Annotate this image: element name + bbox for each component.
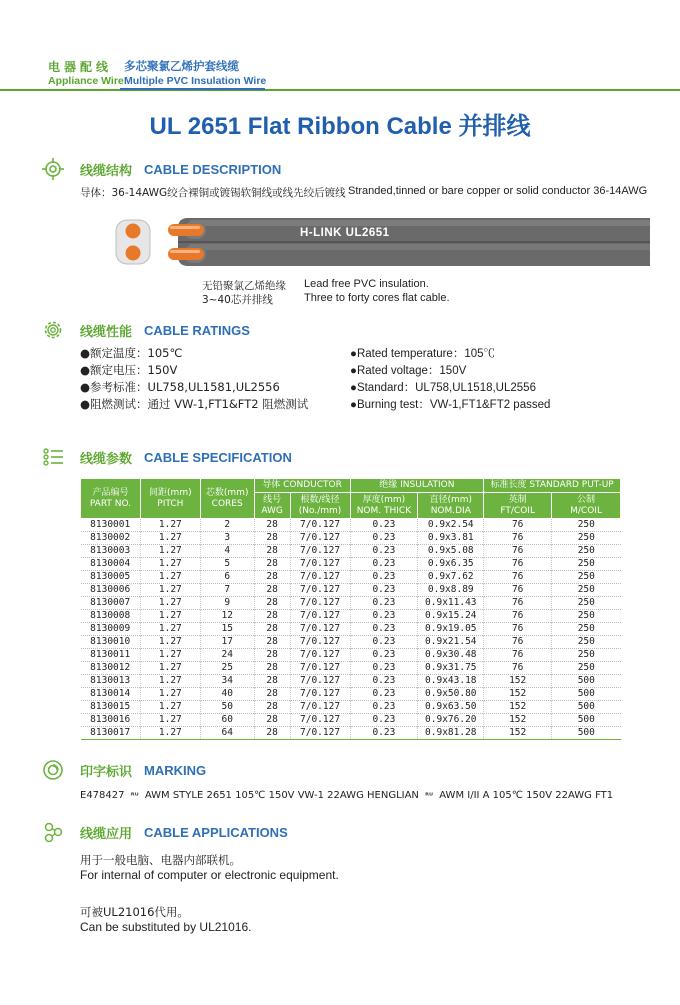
cell-ft-coil: 76 bbox=[484, 610, 552, 623]
cell-dia: 0.9x15.24 bbox=[418, 610, 484, 623]
cell-awg: 28 bbox=[254, 519, 290, 532]
cell-ft-coil: 76 bbox=[484, 623, 552, 636]
header-ft: 英制 FT/COIL bbox=[484, 493, 552, 519]
table-row bbox=[81, 571, 621, 584]
table-row bbox=[81, 688, 621, 701]
cell-thick: 0.23 bbox=[350, 558, 418, 571]
cell-pitch: 1.27 bbox=[140, 688, 200, 701]
cell-strand: 7/0.127 bbox=[290, 610, 350, 623]
cell-strand: 7/0.127 bbox=[290, 727, 350, 740]
cell-ft-coil: 76 bbox=[484, 532, 552, 545]
cell-part-no: 8130008 bbox=[90, 610, 131, 621]
header-insulation: 绝缘 INSULATION bbox=[350, 479, 484, 493]
cell-part-no: 8130002 bbox=[90, 532, 131, 543]
cell-cores: 60 bbox=[200, 714, 254, 727]
cell-part-no: 8130005 bbox=[90, 571, 131, 582]
header-strand: 根数/线径 (No./mm) bbox=[290, 493, 350, 519]
cell-ft-coil: 152 bbox=[484, 675, 552, 688]
cell-m-coil: 500 bbox=[552, 701, 621, 714]
cell-thick: 0.23 bbox=[350, 584, 418, 597]
table-row bbox=[81, 662, 621, 675]
cell-thick: 0.23 bbox=[350, 727, 418, 740]
cell-strand: 7/0.127 bbox=[290, 519, 350, 532]
cell-thick: 0.23 bbox=[350, 532, 418, 545]
cell-dia: 0.9x3.81 bbox=[418, 532, 484, 545]
header-putup: 标准长度 STANDARD PUT-UP bbox=[484, 479, 621, 493]
cell-cores: 15 bbox=[200, 623, 254, 636]
cell-awg: 28 bbox=[254, 714, 290, 727]
cell-thick: 0.23 bbox=[350, 714, 418, 727]
cell-m-coil: 250 bbox=[552, 636, 621, 649]
header-category-cn: 电器配线 bbox=[48, 60, 113, 74]
cell-m-coil: 250 bbox=[552, 545, 621, 558]
rating-temp-en: ●Rated temperature：105℃ bbox=[350, 348, 496, 360]
marking-text bbox=[80, 790, 613, 801]
cell-dia: 0.9x30.48 bbox=[418, 649, 484, 662]
application-cn: 用于一般电脑、电器内部联机。 bbox=[80, 853, 241, 867]
cell-awg: 28 bbox=[254, 636, 290, 649]
section-title-en: CABLE SPECIFICATION bbox=[144, 449, 292, 465]
cell-thick: 0.23 bbox=[350, 701, 418, 714]
cell-m-coil: 500 bbox=[552, 714, 621, 727]
header-dia: 直径(mm) NOM.DIA bbox=[418, 493, 484, 519]
cell-strand: 7/0.127 bbox=[290, 584, 350, 597]
section-title-cn: 印字标识 bbox=[80, 764, 133, 780]
cell-strand: 7/0.127 bbox=[290, 597, 350, 610]
header-product-cn: 多芯聚氯乙烯护套线缆 bbox=[124, 59, 239, 73]
section-applications bbox=[42, 820, 288, 844]
cell-part-no: 8130007 bbox=[90, 597, 131, 608]
cell-dia: 0.9x8.89 bbox=[418, 584, 484, 597]
cell-strand: 7/0.127 bbox=[290, 701, 350, 714]
section-title-en: CABLE APPLICATIONS bbox=[144, 824, 288, 840]
header-divider bbox=[0, 89, 680, 91]
table-row bbox=[81, 727, 621, 740]
cell-dia: 0.9x6.35 bbox=[418, 558, 484, 571]
cell-strand: 7/0.127 bbox=[290, 636, 350, 649]
section-ratings bbox=[42, 318, 250, 342]
section-title-cn: 线缆性能 bbox=[80, 324, 133, 340]
table-row bbox=[81, 584, 621, 597]
cell-m-coil: 250 bbox=[552, 558, 621, 571]
cell-cores: 50 bbox=[200, 701, 254, 714]
cell-thick: 0.23 bbox=[350, 545, 418, 558]
ul-recognized-icon: ᴿᵁ bbox=[425, 791, 434, 800]
cell-pitch: 1.27 bbox=[140, 675, 200, 688]
cell-pitch: 1.27 bbox=[140, 714, 200, 727]
cell-dia: 0.9x43.18 bbox=[418, 675, 484, 688]
insulation-cn: 无铅聚氯乙烯绝缘 bbox=[202, 280, 286, 292]
cell-strand: 7/0.127 bbox=[290, 662, 350, 675]
conductor-en: Stranded,tinned or bare copper or solid conductor 36-14AWG bbox=[348, 185, 648, 197]
header-pitch: 间距(mm) PITCH bbox=[140, 479, 200, 519]
cell-pitch: 1.27 bbox=[140, 649, 200, 662]
cell-thick: 0.23 bbox=[350, 623, 418, 636]
cell-m-coil: 250 bbox=[552, 662, 621, 675]
cell-strand: 7/0.127 bbox=[290, 571, 350, 584]
cell-awg: 28 bbox=[254, 688, 290, 701]
application-en: For internal of computer or electronic equipment. bbox=[80, 868, 339, 882]
ul-recognized-icon: ᴿᵁ bbox=[130, 791, 139, 800]
cell-cores: 40 bbox=[200, 688, 254, 701]
section-specification bbox=[42, 445, 292, 469]
gear-icon bbox=[42, 319, 64, 341]
cell-awg: 28 bbox=[254, 662, 290, 675]
header-product-en: Multiple PVC Insulation Wire bbox=[124, 75, 267, 87]
section-title-cn: 线缆应用 bbox=[80, 826, 133, 842]
cell-awg: 28 bbox=[254, 597, 290, 610]
cell-thick: 0.23 bbox=[350, 610, 418, 623]
cell-ft-coil: 76 bbox=[484, 662, 552, 675]
cell-m-coil: 500 bbox=[552, 675, 621, 688]
cell-strand: 7/0.127 bbox=[290, 623, 350, 636]
table-header-row bbox=[81, 479, 621, 493]
cell-dia: 0.9x2.54 bbox=[418, 519, 484, 532]
marking-awm-style: AWM STYLE 2651 105℃ 150V VW-1 22AWG HENGLIAN bbox=[144, 790, 419, 801]
cell-cores: 7 bbox=[200, 584, 254, 597]
cell-cores: 34 bbox=[200, 675, 254, 688]
cell-dia: 0.9x21.54 bbox=[418, 636, 484, 649]
cell-cores: 17 bbox=[200, 636, 254, 649]
table-row bbox=[81, 701, 621, 714]
cell-pitch: 1.27 bbox=[140, 532, 200, 545]
cell-cores: 2 bbox=[200, 519, 254, 532]
cell-ft-coil: 152 bbox=[484, 688, 552, 701]
table-row bbox=[81, 545, 621, 558]
cell-m-coil: 500 bbox=[552, 688, 621, 701]
cell-pitch: 1.27 bbox=[140, 545, 200, 558]
cell-ft-coil: 76 bbox=[484, 571, 552, 584]
header-conductor: 导体 CONDUCTOR bbox=[254, 479, 350, 493]
spec-table-body bbox=[81, 519, 621, 740]
cell-dia: 0.9x11.43 bbox=[418, 597, 484, 610]
cell-pitch: 1.27 bbox=[140, 623, 200, 636]
cell-m-coil: 250 bbox=[552, 532, 621, 545]
section-title-en: CABLE RATINGS bbox=[144, 322, 250, 338]
header-awg: 线号 AWG bbox=[254, 493, 290, 519]
cell-m-coil: 250 bbox=[552, 597, 621, 610]
cell-pitch: 1.27 bbox=[140, 584, 200, 597]
rating-burning-cn: ●阻燃测试：通过 VW-1,FT1&FT2 阻燃测试 bbox=[80, 397, 309, 411]
cell-dia: 0.9x81.28 bbox=[418, 727, 484, 740]
cell-thick: 0.23 bbox=[350, 519, 418, 532]
cell-ft-coil: 152 bbox=[484, 701, 552, 714]
cell-m-coil: 500 bbox=[552, 727, 621, 740]
cell-part-no: 8130011 bbox=[90, 649, 131, 660]
cell-pitch: 1.27 bbox=[140, 597, 200, 610]
cell-part-no: 8130009 bbox=[90, 623, 131, 634]
conductor-cn: 导体：36-14AWG绞合裸铜或镀锡软铜线或线先绞后镀线 bbox=[80, 187, 346, 199]
section-title-en: CABLE DESCRIPTION bbox=[144, 161, 282, 177]
cell-cores: 64 bbox=[200, 727, 254, 740]
cell-dia: 0.9x50.80 bbox=[418, 688, 484, 701]
cell-pitch: 1.27 bbox=[140, 519, 200, 532]
cell-part-no: 8130001 bbox=[90, 519, 131, 530]
substitute-en: Can be substituted by UL21016. bbox=[80, 920, 252, 934]
spec-table bbox=[80, 478, 621, 740]
cell-awg: 28 bbox=[254, 675, 290, 688]
marking-awm-class: AWM I/II A 105℃ 150V 22AWG FT1 bbox=[439, 790, 614, 801]
rating-standard-en: ●Standard：UL758,UL1518,UL2556 bbox=[350, 382, 536, 394]
cell-m-coil: 250 bbox=[552, 584, 621, 597]
page-title: UL 2651 Flat Ribbon Cable 并排线 bbox=[149, 113, 531, 140]
substitute-cn: 可被UL21016代用。 bbox=[80, 905, 189, 919]
cell-part-no: 8130006 bbox=[90, 584, 131, 595]
cell-pitch: 1.27 bbox=[140, 636, 200, 649]
table-row bbox=[81, 649, 621, 662]
cell-strand: 7/0.127 bbox=[290, 532, 350, 545]
rating-burning-en: ●Burning test：VW-1,FT1&FT2 passed bbox=[350, 399, 551, 411]
cores-cn: 3~40芯并排线 bbox=[202, 294, 273, 306]
cell-awg: 28 bbox=[254, 623, 290, 636]
cell-awg: 28 bbox=[254, 610, 290, 623]
table-row bbox=[81, 532, 621, 545]
cell-cores: 3 bbox=[200, 532, 254, 545]
cell-ft-coil: 76 bbox=[484, 649, 552, 662]
header-cores: 芯数(mm) CORES bbox=[200, 479, 254, 519]
cell-strand: 7/0.127 bbox=[290, 558, 350, 571]
cell-pitch: 1.27 bbox=[140, 558, 200, 571]
cell-pitch: 1.27 bbox=[140, 662, 200, 675]
cell-m-coil: 250 bbox=[552, 623, 621, 636]
cell-part-no: 8130003 bbox=[90, 545, 131, 556]
cell-m-coil: 250 bbox=[552, 610, 621, 623]
list-icon bbox=[42, 446, 64, 468]
cell-strand: 7/0.127 bbox=[290, 649, 350, 662]
network-icon bbox=[42, 821, 64, 843]
cell-part-no: 8130004 bbox=[90, 558, 131, 569]
header-category-en: Appliance Wire bbox=[48, 75, 124, 87]
cell-ft-coil: 76 bbox=[484, 584, 552, 597]
cell-awg: 28 bbox=[254, 545, 290, 558]
cell-part-no: 8130012 bbox=[90, 662, 131, 673]
cell-ft-coil: 152 bbox=[484, 714, 552, 727]
cell-part-no: 8130016 bbox=[90, 714, 131, 725]
cell-awg: 28 bbox=[254, 558, 290, 571]
cell-pitch: 1.27 bbox=[140, 701, 200, 714]
cell-part-no: 8130015 bbox=[90, 701, 131, 712]
cell-cores: 24 bbox=[200, 649, 254, 662]
target-icon bbox=[42, 158, 64, 180]
cell-m-coil: 250 bbox=[552, 649, 621, 662]
section-marking bbox=[42, 758, 206, 782]
cell-part-no: 8130014 bbox=[90, 688, 131, 699]
cell-dia: 0.9x5.08 bbox=[418, 545, 484, 558]
section-title-cn: 线缆参数 bbox=[80, 451, 133, 467]
cell-thick: 0.23 bbox=[350, 675, 418, 688]
cell-ft-coil: 76 bbox=[484, 597, 552, 610]
cell-ft-coil: 152 bbox=[484, 727, 552, 740]
table-row bbox=[81, 714, 621, 727]
cell-pitch: 1.27 bbox=[140, 571, 200, 584]
rating-temp-cn: ●额定温度：105℃ bbox=[80, 346, 183, 360]
cell-cores: 9 bbox=[200, 597, 254, 610]
cell-awg: 28 bbox=[254, 584, 290, 597]
cell-thick: 0.23 bbox=[350, 662, 418, 675]
cell-cores: 5 bbox=[200, 558, 254, 571]
cell-awg: 28 bbox=[254, 701, 290, 714]
cell-ft-coil: 76 bbox=[484, 519, 552, 532]
rating-standard-cn: ●参考标准：UL758,UL1581,UL2556 bbox=[80, 380, 280, 394]
cell-strand: 7/0.127 bbox=[290, 688, 350, 701]
cell-pitch: 1.27 bbox=[140, 610, 200, 623]
cell-ft-coil: 76 bbox=[484, 636, 552, 649]
marking-file-no: E478427 bbox=[80, 790, 125, 801]
table-row bbox=[81, 623, 621, 636]
brand-header bbox=[0, 50, 680, 94]
cell-dia: 0.9x63.50 bbox=[418, 701, 484, 714]
insulation-en: Lead free PVC insulation. bbox=[304, 278, 429, 290]
cable-cross-section bbox=[116, 220, 150, 264]
header-divider-accent bbox=[120, 88, 265, 90]
cell-cores: 4 bbox=[200, 545, 254, 558]
table-row bbox=[81, 519, 621, 532]
cell-awg: 28 bbox=[254, 532, 290, 545]
table-row bbox=[81, 636, 621, 649]
cell-ft-coil: 76 bbox=[484, 558, 552, 571]
header-thick: 厚度(mm) NOM. THICK bbox=[350, 493, 418, 519]
cable-print-label: H-LINK UL2651 bbox=[300, 227, 390, 239]
cell-strand: 7/0.127 bbox=[290, 675, 350, 688]
cell-thick: 0.23 bbox=[350, 636, 418, 649]
section-title-en: MARKING bbox=[144, 762, 207, 778]
cores-en: Three to forty cores flat cable. bbox=[304, 292, 450, 304]
section-description bbox=[42, 157, 281, 181]
cell-m-coil: 250 bbox=[552, 571, 621, 584]
cell-m-coil: 250 bbox=[552, 519, 621, 532]
cell-dia: 0.9x76.20 bbox=[418, 714, 484, 727]
cell-thick: 0.23 bbox=[350, 649, 418, 662]
cell-ft-coil: 76 bbox=[484, 545, 552, 558]
cell-cores: 12 bbox=[200, 610, 254, 623]
table-row bbox=[81, 675, 621, 688]
table-row bbox=[81, 597, 621, 610]
cell-part-no: 8130010 bbox=[90, 636, 131, 647]
cell-cores: 25 bbox=[200, 662, 254, 675]
section-title-cn: 线缆结构 bbox=[80, 163, 133, 179]
cell-dia: 0.9x31.75 bbox=[418, 662, 484, 675]
header-part-no: 产品编号 PART NO. bbox=[81, 479, 141, 519]
cell-part-no: 8130013 bbox=[90, 675, 131, 686]
cell-awg: 28 bbox=[254, 727, 290, 740]
table-row bbox=[81, 610, 621, 623]
cell-thick: 0.23 bbox=[350, 688, 418, 701]
rating-voltage-en: ●Rated voltage：150V bbox=[350, 365, 467, 377]
cell-cores: 6 bbox=[200, 571, 254, 584]
disc-icon bbox=[42, 759, 64, 781]
header-m: 公制 M/COIL bbox=[552, 493, 621, 519]
cell-dia: 0.9x19.05 bbox=[418, 623, 484, 636]
cell-thick: 0.23 bbox=[350, 571, 418, 584]
cell-strand: 7/0.127 bbox=[290, 545, 350, 558]
table-row bbox=[81, 558, 621, 571]
rating-voltage-cn: ●额定电压：150V bbox=[80, 363, 178, 377]
cell-thick: 0.23 bbox=[350, 597, 418, 610]
cell-dia: 0.9x7.62 bbox=[418, 571, 484, 584]
cell-pitch: 1.27 bbox=[140, 727, 200, 740]
cell-strand: 7/0.127 bbox=[290, 714, 350, 727]
cell-awg: 28 bbox=[254, 571, 290, 584]
cell-part-no: 8130017 bbox=[90, 727, 131, 738]
cell-awg: 28 bbox=[254, 649, 290, 662]
